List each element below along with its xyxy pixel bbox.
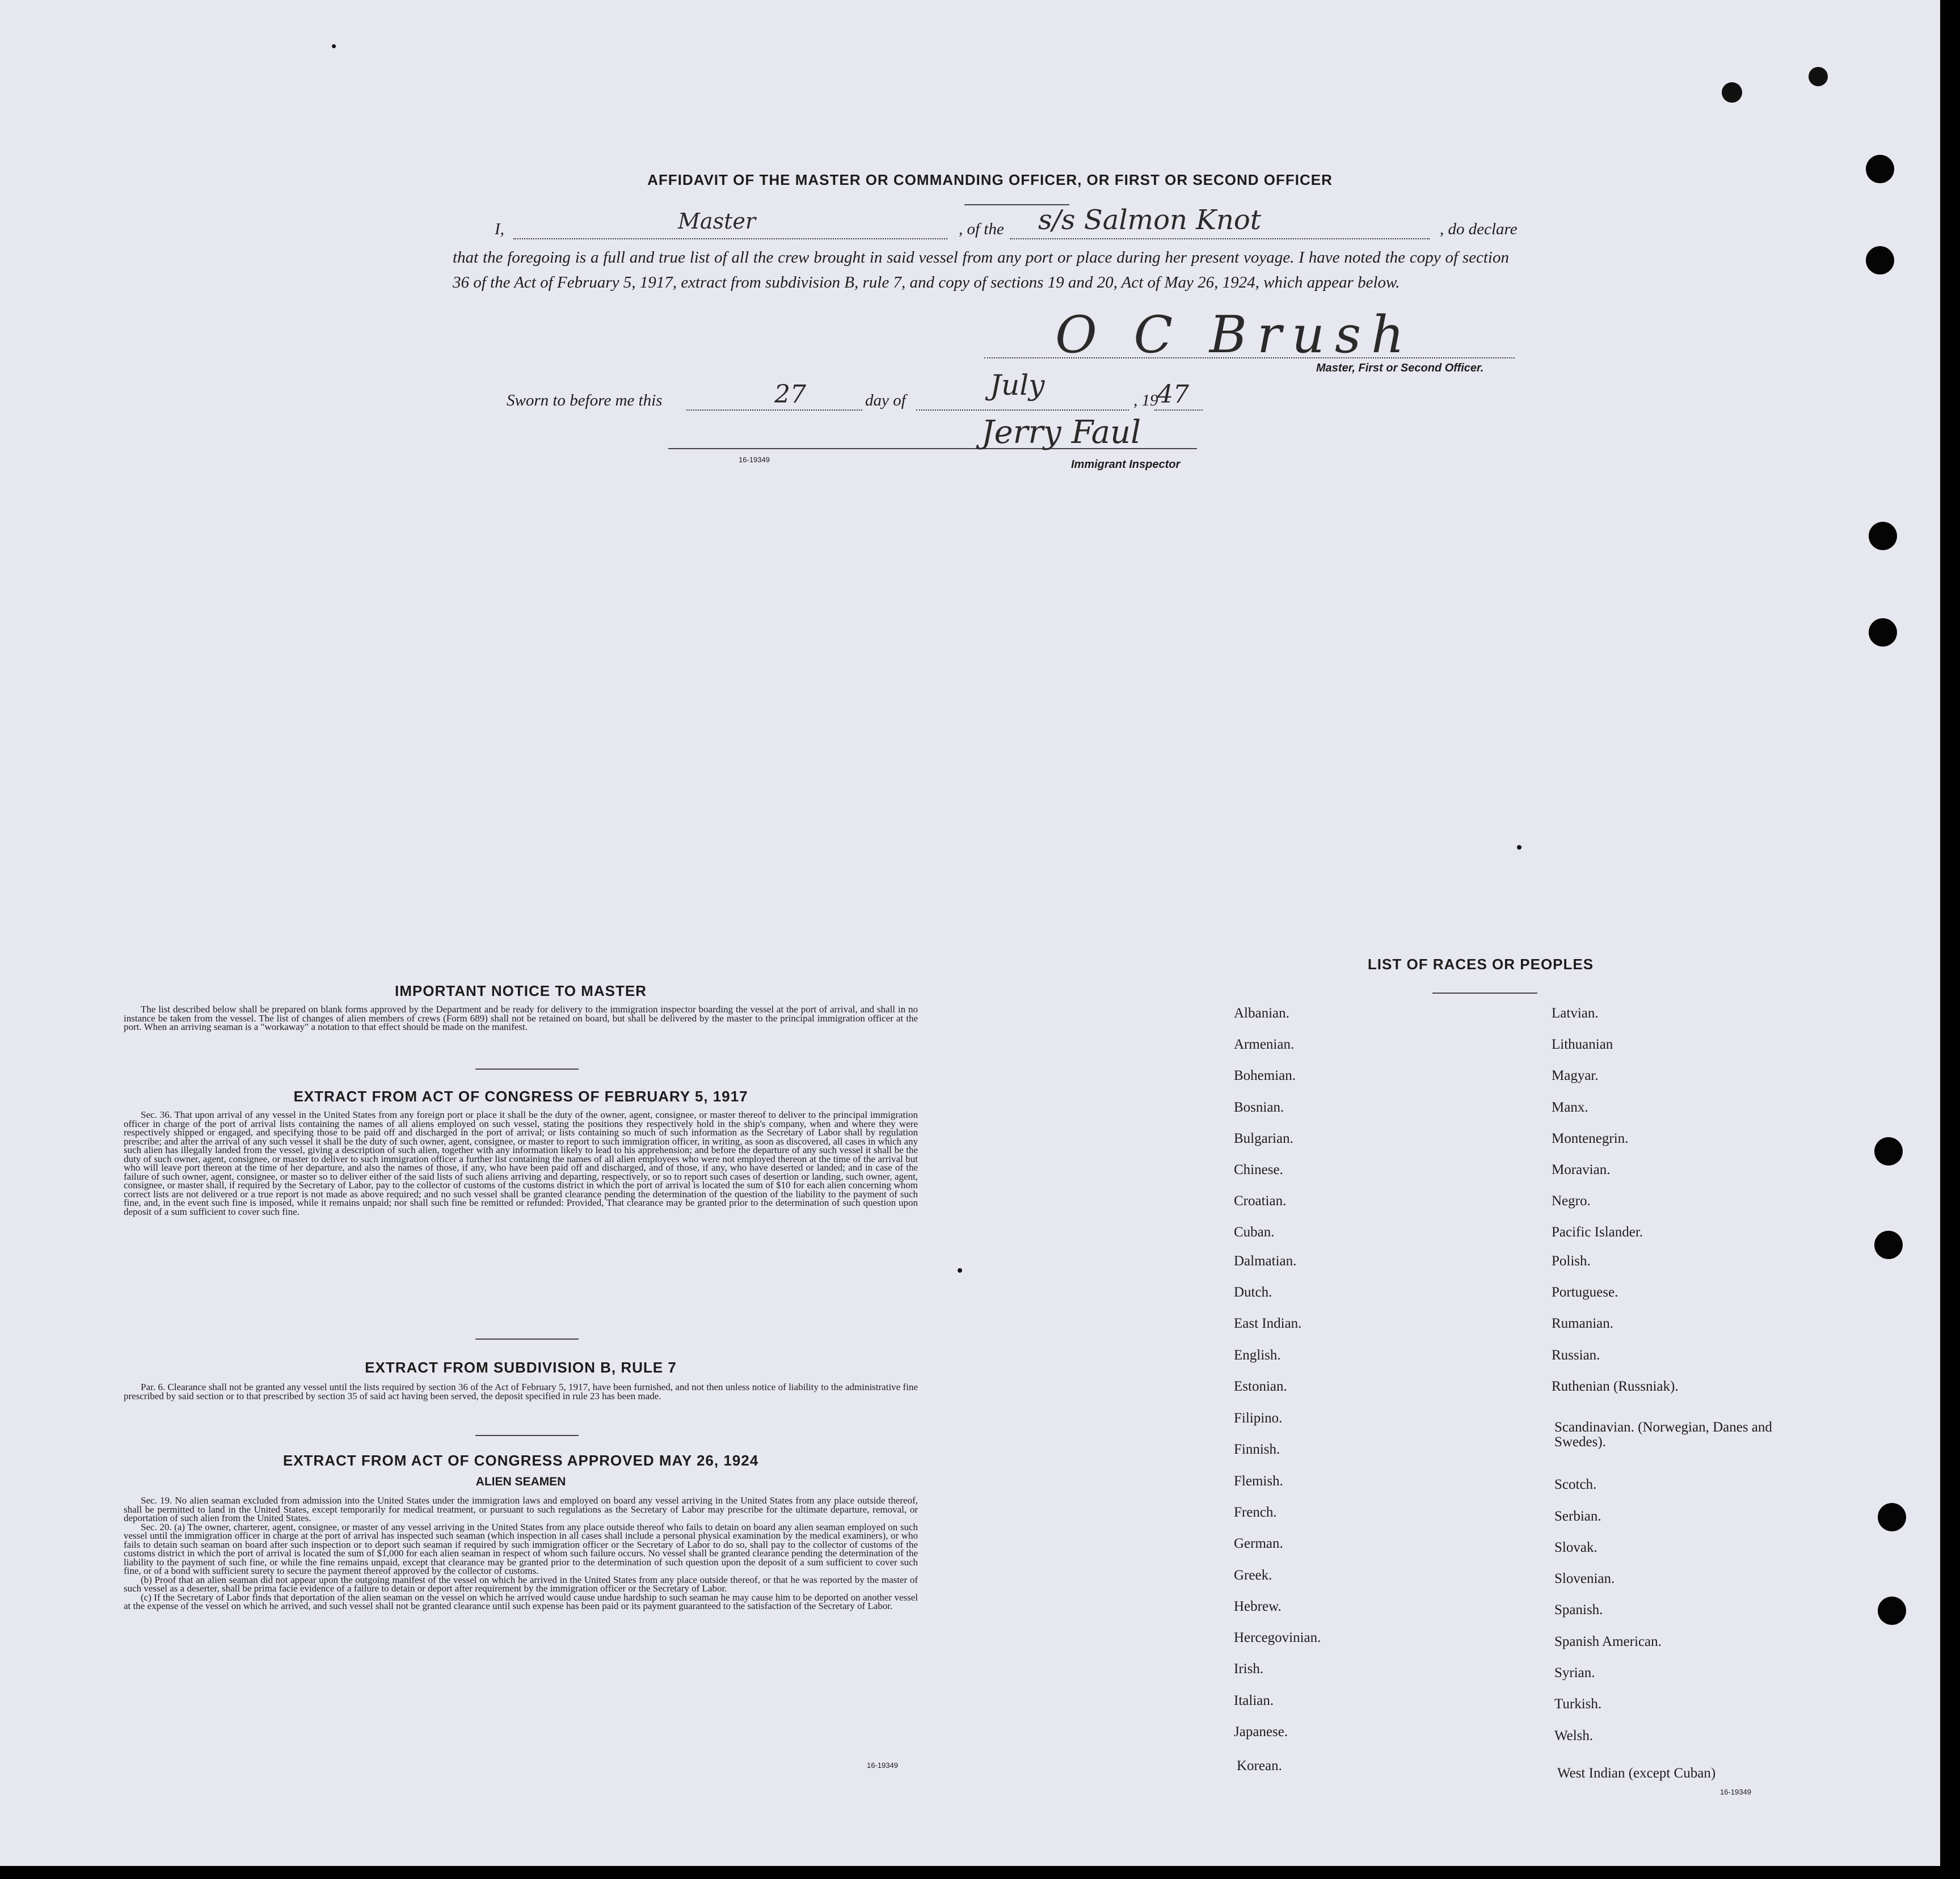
- divider: [475, 1069, 579, 1070]
- master-officer-caption: Master, First or Second Officer.: [1316, 362, 1484, 374]
- race-item: Negro.: [1552, 1193, 1591, 1209]
- sec20a-paragraph: Sec. 20. (a) The owner, charterer, agent, consignee, or master of any vessel arriving in the United States from any place outside thereof who fails to detain on board any alien seaman employed on such vessel until the immigration officer in charge at the port of arrival has inspected such seaman (which inspection in all cases shall include a personal physical examination by the medical examiners), or who fails to detain such seaman on board after such inspection or to deport such seaman if required by such immigration officer or the Secretary of Labor to do so, shall pay to the collector of customs of the customs district in which the port of arrival is located the sum of $1,000 for each alien seaman in respect of whom such failure occurs. No vessel shall be granted clearance pending the determination of the liability to the payment of such fine, or while the fine remains unpaid, except that clearance may be granted prior to the determination of such question upon the deposit of a sum sufficient to cover such fine, or of a bond with sufficient surety to secure the payment thereof approved by the collector of customs.: [124, 1521, 918, 1576]
- year-prefix: , 19: [1133, 391, 1158, 409]
- affidavit-line1-i: I,: [495, 220, 504, 238]
- race-item: Hebrew.: [1234, 1599, 1282, 1614]
- race-item: Dalmatian.: [1234, 1253, 1297, 1269]
- vessel-handwritten: s/s Salmon Knot: [1038, 204, 1262, 236]
- race-item: Japanese.: [1234, 1724, 1288, 1739]
- master-signature: O C Brush: [1055, 305, 1415, 365]
- ink-speck: [958, 1268, 962, 1273]
- punch-hole: [1878, 1503, 1906, 1531]
- race-item: Scotch.: [1554, 1477, 1597, 1492]
- race-item: Ruthenian (Russniak).: [1552, 1379, 1679, 1394]
- race-item: Moravian.: [1552, 1162, 1611, 1177]
- form-number: 16-19349: [1720, 1788, 1751, 1796]
- race-item: Welsh.: [1554, 1728, 1594, 1743]
- master-signature-line: [984, 357, 1515, 358]
- affidavit-title: AFFIDAVIT OF THE MASTER OR COMMANDING OFFICER, OR FIRST OR SECOND OFFICER: [647, 171, 1333, 188]
- year-line: [1154, 409, 1203, 411]
- rule7-heading: EXTRACT FROM SUBDIVISION B, RULE 7: [365, 1359, 677, 1376]
- race-item: Spanish.: [1554, 1602, 1603, 1618]
- notice-body: [124, 1005, 918, 1032]
- year-handwritten: 47: [1157, 380, 1189, 409]
- par6-paragraph: Par. 6. Clearance shall not be granted any vessel until the lists required by section 36 of the Act of February 5, 1917, have been furnished, and not then unless notice of liability to the administrative fine prescribed by said section or to that prescribed by section 35 of said act having been served, the deposit specified in rule 23 has been made.: [124, 1382, 918, 1401]
- capacity-handwritten: Master: [678, 209, 756, 234]
- divider: [475, 1338, 579, 1340]
- sec20c-paragraph: (c) If the Secretary of Labor finds that deportation of the alien seaman on the vessel on which he arrived would cause undue hardship to such seaman he may cause him to be deported on another vessel at the expense of the vessel on which he arrived, and such vessel shall not be granted clearance until such expense has been paid or its payment guaranteed to the satisfaction of the Secretary of Labor.: [124, 1591, 918, 1611]
- form-number: 16-19349: [739, 455, 770, 464]
- ink-speck: [332, 44, 336, 48]
- race-item: Irish.: [1234, 1661, 1264, 1677]
- race-item: Finnish.: [1234, 1442, 1280, 1457]
- race-item: Polish.: [1552, 1253, 1591, 1269]
- notice-heading: IMPORTANT NOTICE TO MASTER: [395, 982, 647, 999]
- sworn-label: Sworn to before me this: [507, 391, 663, 409]
- punch-hole: [1878, 1597, 1906, 1625]
- races-heading-underline: [1432, 993, 1537, 994]
- affidavit-body: that the foregoing is a full and true list of all the crew brought in said vessel from any port or place during her present voyage. I have noted the copy of section 36 of the Act of February 5, 1917, extract from subdivision B, rule 7, and copy of sections 19 and 20, Act of May 26, 1924, which appear below.: [453, 248, 1509, 292]
- capacity-field-line: [513, 238, 947, 239]
- sworn-day-line: [686, 409, 862, 411]
- race-item: Flemish.: [1234, 1473, 1283, 1489]
- race-item: Portuguese.: [1552, 1285, 1618, 1300]
- divider: [475, 1435, 579, 1436]
- race-item: Manx.: [1552, 1100, 1588, 1115]
- do-declare-label: , do declare: [1440, 220, 1518, 238]
- race-item: Spanish American.: [1554, 1634, 1662, 1649]
- extract-1917-heading: EXTRACT FROM ACT OF CONGRESS OF FEBRUARY 5, 1917: [293, 1088, 748, 1105]
- race-item: East Indian.: [1234, 1316, 1302, 1331]
- race-item: Cuban.: [1234, 1224, 1275, 1240]
- race-item: Scandinavian. (Norwegian, Danes and Swedes).: [1554, 1420, 1772, 1450]
- sec36-paragraph: Sec. 36. That upon arrival of any vessel in the United States from any foreign port or place it shall be the duty of the owner, agent, consignee, or master thereof to deliver to the principal immigration officer in charge of the port of arrival lists containing the names of all aliens employed on such vessel, stating the positions they respectively hold in the ship's company, when and where they were respectively shipped or engaged, and specifying those to be paid off and discharged in the port of arrival; or lists containing so much of such information as the Secretary of Labor shall by regulation prescribe; and after the arrival of any such vessel it shall be the duty of such owner, agent, consignee, or master to report to such immigration officer, in writing, as soon as discovered, all cases in which any such alien has illegally landed from the vessel, giving a description of such alien, together with any information likely to lead to his apprehension; and before the departure of any such vessel it shall be the duty of such owner, agent, consignee, or master to deliver to such immigration officer a further list containing the names of all alien employees who were not employed thereon at the time of the arrival but who will leave port thereon at the time of her departure, and also the names of those, if any, who have been paid off and discharged, and of those, if any, who have deserted or landed; and in case of the failure of such owner, agent, consignee, or master so to deliver either of the said lists of such aliens arriving and departing, respectively, or so to report such cases of desertion or landing, such owner, agent, consignee, or master shall, if required by the Secretary of Labor, pay to the collector of customs of the customs district in which the port of arrival is located the sum of $10 for each alien concerning whom correct lists are not delivered or a true report is not made as above required; and no such vessel shall be granted clearance pending the determination of the question of the liability to the payment of such fine, and, in the event such fine is imposed, while it remains unpaid; nor shall such fine be remitted or refunded: Provided, That clearance may be granted prior to the determination of such question upon deposit of a sum sufficient to cover such fine.: [124, 1109, 918, 1217]
- race-item: Syrian.: [1554, 1665, 1595, 1680]
- of-the-label: , of the: [959, 220, 1004, 238]
- race-item: English.: [1234, 1348, 1281, 1363]
- ink-speck: [1517, 845, 1521, 850]
- ink-speck: [1809, 67, 1828, 86]
- act-1924-heading: EXTRACT FROM ACT OF CONGRESS APPROVED MAY 26, 1924: [283, 1452, 759, 1469]
- punch-hole: [1874, 1231, 1903, 1259]
- race-item: German.: [1234, 1536, 1283, 1551]
- sec20b-paragraph: (b) Proof that an alien seaman did not appear upon the outgoing manifest of the vessel on which he arrived in the United States from any place outside thereof, or that he was reported by the master of such vessel as a deserter, shall be prima facie evidence of a failure to detain or deport after requirement by the immigration officer or the Secretary of Labor.: [124, 1574, 918, 1594]
- race-item: Latvian.: [1552, 1006, 1599, 1021]
- inspector-caption: Immigrant Inspector: [1071, 458, 1181, 471]
- punch-hole: [1866, 246, 1894, 275]
- sworn-month-line: [916, 409, 1129, 411]
- punch-hole: [1869, 618, 1897, 647]
- punch-hole: [1869, 522, 1897, 550]
- punch-hole: [1874, 1137, 1903, 1166]
- act-1924-body: [124, 1496, 918, 1611]
- race-item: Hercegovinian.: [1234, 1630, 1321, 1645]
- ink-speck: [1722, 82, 1742, 103]
- race-item: Russian.: [1552, 1348, 1600, 1363]
- sworn-month-handwritten: July: [990, 369, 1045, 402]
- race-item: West Indian (except Cuban): [1557, 1766, 1716, 1781]
- race-item: French.: [1234, 1505, 1277, 1520]
- race-item: Serbian.: [1554, 1509, 1601, 1524]
- race-item: Dutch.: [1234, 1285, 1272, 1300]
- race-item: Bulgarian.: [1234, 1131, 1293, 1146]
- race-item: Bohemian.: [1234, 1068, 1296, 1083]
- races-heading: LIST OF RACES OR PEOPLES: [1367, 956, 1594, 973]
- race-item: Korean.: [1237, 1758, 1282, 1774]
- race-item: Greek.: [1234, 1568, 1272, 1583]
- form-number: 16-19349: [867, 1761, 898, 1770]
- race-item: Turkish.: [1554, 1696, 1602, 1712]
- race-item: Filipino.: [1234, 1411, 1283, 1426]
- race-item: Estonian.: [1234, 1379, 1287, 1394]
- vessel-field-line: [1010, 238, 1430, 239]
- race-item: Bosnian.: [1234, 1100, 1284, 1115]
- race-item: Croatian.: [1234, 1193, 1287, 1209]
- day-of-label: day of: [865, 391, 906, 409]
- sec19-paragraph: Sec. 19. No alien seaman excluded from admission into the United States under the immigration laws and employed on board any vessel arriving in the United States from any place outside thereof, shall be permitted to land in the United States, except temporarily for medical treatment, or pursuant to such regulations as the Secretary of Labor may prescribe for the ultimate departure, removal, or deportation of such alien from the United States.: [124, 1495, 918, 1523]
- race-item: Italian.: [1234, 1693, 1274, 1708]
- race-item: Albanian.: [1234, 1006, 1289, 1021]
- race-item: Pacific Islander.: [1552, 1224, 1643, 1240]
- race-item: Slovenian.: [1554, 1571, 1615, 1586]
- race-item: Lithuanian: [1552, 1037, 1613, 1052]
- rule7-body: [124, 1383, 918, 1400]
- punch-hole: [1866, 155, 1894, 183]
- race-item: Magyar.: [1552, 1068, 1599, 1083]
- alien-seamen-subheading: ALIEN SEAMEN: [475, 1475, 566, 1488]
- race-item: Montenegrin.: [1552, 1131, 1629, 1146]
- race-item: Slovak.: [1554, 1540, 1597, 1555]
- inspector-signature: Jerry Faul: [981, 414, 1141, 451]
- sworn-day-handwritten: 27: [774, 380, 806, 409]
- race-item: Armenian.: [1234, 1037, 1295, 1052]
- race-item: Chinese.: [1234, 1162, 1283, 1177]
- extract-1917-body: [124, 1110, 918, 1216]
- notice-paragraph: The list described below shall be prepared on blank forms approved by the Department and be ready for delivery to the immigration inspector boarding the vessel at the port of arrival, and shall in no instance be taken from the vessel. The list of changes of alien members of crews (Form 689) shall not be retained on board, but shall be delivered by the master to the principal immigration officer at the port. When an arriving seaman is a "workaway" a notation to that effect should be made on the manifest.: [124, 1004, 918, 1032]
- race-item: Rumanian.: [1552, 1316, 1614, 1331]
